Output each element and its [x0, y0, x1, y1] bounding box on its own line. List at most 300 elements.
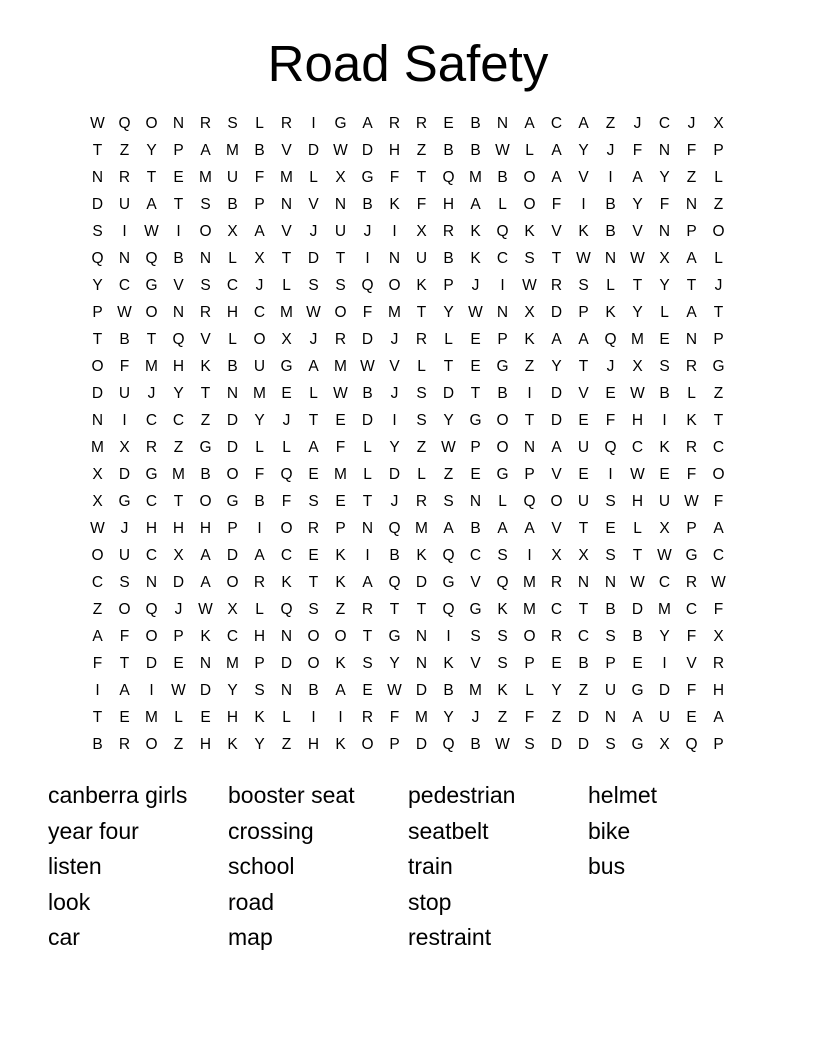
grid-letter: O	[199, 223, 212, 240]
grid-letter: A	[92, 628, 103, 645]
grid-letter: N	[172, 115, 185, 132]
grid-letter: W	[684, 493, 699, 510]
grid-letter: R	[280, 115, 293, 132]
grid-letter: E	[578, 466, 589, 483]
grid-letter: C	[145, 493, 158, 510]
grid-letter: O	[307, 628, 320, 645]
grid-letter: I	[527, 547, 532, 564]
grid-letter: E	[605, 385, 616, 402]
grid-letter: Q	[523, 493, 536, 510]
grid-letter: J	[363, 223, 372, 240]
grid-letter: I	[122, 412, 127, 429]
grid-letter: J	[390, 331, 399, 348]
grid-letter: Y	[389, 655, 400, 672]
grid-letter: Q	[442, 547, 455, 564]
grid-letter: L	[309, 169, 318, 186]
grid-letter: Z	[119, 142, 130, 159]
grid-letter: D	[415, 574, 428, 591]
grid-letter: R	[307, 520, 320, 537]
grid-letter: Q	[280, 466, 293, 483]
grid-letter: B	[119, 331, 130, 348]
grid-letter: S	[497, 655, 508, 672]
grid-letter: T	[632, 547, 643, 564]
grid-letter: O	[226, 574, 239, 591]
grid-letter: W	[495, 736, 510, 753]
grid-letter: Y	[173, 385, 184, 402]
grid-letter: T	[470, 385, 481, 402]
grid-letter: W	[576, 250, 591, 267]
grid-letter: M	[280, 304, 293, 321]
grid-row	[84, 167, 732, 194]
grid-letter: J	[471, 709, 480, 726]
grid-letter: Z	[713, 385, 724, 402]
grid-letter: Y	[659, 628, 670, 645]
grid-letter: T	[416, 304, 427, 321]
grid-letter: J	[309, 223, 318, 240]
grid-letter: M	[415, 520, 428, 537]
grid-letter: I	[392, 412, 397, 429]
grid-letter: W	[468, 304, 483, 321]
grid-letter: H	[226, 304, 239, 321]
word-list-item: restraint	[408, 924, 492, 951]
grid-letter: V	[551, 466, 562, 483]
grid-letter: T	[551, 250, 562, 267]
grid-letter: Q	[604, 439, 617, 456]
grid-letter: B	[605, 223, 616, 240]
grid-letter: X	[416, 223, 427, 240]
letter-grid	[84, 113, 732, 761]
grid-row	[84, 356, 732, 383]
grid-letter: S	[659, 358, 670, 375]
grid-row	[84, 626, 732, 653]
grid-letter: K	[470, 250, 481, 267]
grid-letter: B	[443, 142, 454, 159]
grid-letter: V	[686, 655, 697, 672]
grid-letter: Q	[118, 115, 131, 132]
grid-letter: G	[199, 439, 212, 456]
grid-letter: O	[145, 736, 158, 753]
grid-letter: P	[713, 331, 724, 348]
grid-letter: D	[361, 412, 374, 429]
grid-letter: V	[551, 223, 562, 240]
grid-letter: K	[578, 223, 589, 240]
grid-letter: M	[91, 439, 104, 456]
grid-letter: N	[118, 250, 131, 267]
grid-letter: A	[254, 547, 265, 564]
grid-letter: P	[578, 304, 589, 321]
grid-letter: G	[334, 115, 347, 132]
grid-letter: P	[713, 142, 724, 159]
grid-letter: B	[389, 547, 400, 564]
grid-letter: E	[470, 466, 481, 483]
grid-letter: S	[605, 736, 616, 753]
grid-letter: P	[227, 520, 238, 537]
grid-letter: U	[658, 709, 671, 726]
grid-letter: A	[551, 142, 562, 159]
grid-letter: Z	[416, 439, 427, 456]
grid-letter: A	[551, 169, 562, 186]
grid-letter: T	[335, 250, 346, 267]
grid-letter: H	[442, 196, 455, 213]
grid-letter: W	[198, 601, 213, 618]
grid-letter: Y	[443, 304, 454, 321]
grid-letter: Z	[605, 115, 616, 132]
grid-letter: W	[117, 304, 132, 321]
grid-letter: P	[335, 520, 346, 537]
grid-letter: R	[253, 574, 266, 591]
grid-letter: I	[311, 115, 316, 132]
grid-letter: N	[658, 142, 671, 159]
grid-letter: N	[388, 250, 401, 267]
grid-letter: L	[228, 331, 237, 348]
grid-letter: J	[390, 385, 399, 402]
grid-letter: T	[200, 385, 211, 402]
grid-letter: D	[199, 682, 212, 699]
grid-letter: D	[307, 250, 320, 267]
grid-letter: D	[361, 331, 374, 348]
grid-letter: O	[145, 628, 158, 645]
grid-letter: S	[362, 655, 373, 672]
grid-letter: C	[685, 601, 698, 618]
grid-letter: M	[334, 358, 347, 375]
word-list-item: school	[228, 853, 295, 880]
grid-letter: K	[227, 736, 238, 753]
grid-letter: H	[226, 709, 239, 726]
grid-letter: D	[415, 736, 428, 753]
grid-letter: T	[173, 196, 184, 213]
grid-letter: A	[524, 520, 535, 537]
grid-letter: S	[524, 250, 535, 267]
grid-letter: W	[711, 574, 726, 591]
grid-letter: P	[686, 520, 697, 537]
grid-letter: E	[470, 358, 481, 375]
grid-row	[84, 653, 732, 680]
grid-letter: N	[361, 520, 374, 537]
grid-row	[84, 113, 732, 140]
grid-letter: J	[174, 601, 183, 618]
grid-letter: V	[200, 331, 211, 348]
grid-letter: P	[389, 736, 400, 753]
grid-letter: Y	[146, 142, 157, 159]
grid-letter: N	[226, 385, 239, 402]
grid-letter: W	[333, 385, 348, 402]
grid-letter: R	[550, 574, 563, 591]
grid-letter: W	[90, 520, 105, 537]
grid-letter: E	[281, 385, 292, 402]
grid-letter: B	[470, 142, 481, 159]
grid-letter: M	[145, 358, 158, 375]
grid-letter: P	[524, 655, 535, 672]
grid-letter: X	[632, 358, 643, 375]
grid-letter: W	[306, 304, 321, 321]
grid-letter: S	[335, 277, 346, 294]
grid-letter: N	[577, 574, 590, 591]
grid-letter: J	[147, 385, 156, 402]
grid-letter: Y	[659, 277, 670, 294]
grid-letter: R	[685, 358, 698, 375]
grid-letter: S	[308, 601, 319, 618]
grid-letter: G	[469, 412, 482, 429]
grid-letter: H	[172, 520, 185, 537]
grid-letter: C	[658, 115, 671, 132]
grid-letter: Z	[335, 601, 346, 618]
grid-letter: R	[361, 709, 374, 726]
grid-letter: L	[444, 331, 453, 348]
grid-letter: C	[280, 547, 293, 564]
grid-letter: O	[226, 466, 239, 483]
grid-letter: V	[632, 223, 643, 240]
grid-letter: R	[199, 304, 212, 321]
grid-letter: M	[226, 655, 239, 672]
grid-letter: T	[281, 250, 292, 267]
grid-letter: C	[469, 547, 482, 564]
grid-letter: C	[550, 115, 563, 132]
grid-letter: B	[632, 628, 643, 645]
grid-letter: A	[632, 169, 643, 186]
grid-letter: S	[200, 196, 211, 213]
grid-letter: K	[497, 601, 508, 618]
grid-letter: R	[685, 439, 698, 456]
grid-letter: I	[446, 628, 451, 645]
grid-letter: X	[524, 304, 535, 321]
grid-letter: E	[173, 169, 184, 186]
grid-letter: L	[255, 439, 264, 456]
grid-letter: B	[443, 250, 454, 267]
grid-letter: J	[309, 331, 318, 348]
grid-row	[84, 302, 732, 329]
grid-letter: T	[389, 601, 400, 618]
grid-letter: N	[523, 439, 536, 456]
grid-row	[84, 329, 732, 356]
grid-letter: J	[282, 412, 291, 429]
grid-letter: F	[686, 142, 697, 159]
grid-row	[84, 248, 732, 275]
grid-letter: K	[200, 628, 211, 645]
grid-letter: N	[469, 493, 482, 510]
grid-letter: F	[362, 304, 373, 321]
grid-row	[84, 383, 732, 410]
grid-letter: I	[662, 655, 667, 672]
grid-letter: A	[308, 358, 319, 375]
grid-letter: D	[361, 142, 374, 159]
grid-letter: M	[280, 169, 293, 186]
grid-letter: I	[365, 250, 370, 267]
grid-letter: O	[307, 655, 320, 672]
grid-letter: T	[686, 277, 697, 294]
grid-letter: V	[470, 655, 481, 672]
grid-letter: L	[498, 196, 507, 213]
grid-letter: T	[308, 412, 319, 429]
grid-letter: Z	[173, 736, 184, 753]
grid-letter: D	[280, 655, 293, 672]
grid-letter: Z	[524, 358, 535, 375]
grid-letter: C	[496, 250, 509, 267]
grid-letter: S	[254, 682, 265, 699]
grid-letter: E	[200, 709, 211, 726]
grid-letter: F	[659, 196, 670, 213]
grid-letter: U	[334, 223, 347, 240]
grid-letter: D	[415, 682, 428, 699]
grid-letter: R	[334, 331, 347, 348]
grid-letter: C	[712, 547, 725, 564]
grid-letter: M	[388, 304, 401, 321]
grid-letter: Y	[578, 142, 589, 159]
grid-letter: Y	[443, 709, 454, 726]
grid-letter: E	[335, 493, 346, 510]
grid-letter: Y	[227, 682, 238, 699]
grid-letter: E	[659, 331, 670, 348]
grid-letter: O	[550, 493, 563, 510]
grid-letter: E	[686, 709, 697, 726]
grid-letter: O	[334, 304, 347, 321]
grid-letter: O	[91, 358, 104, 375]
grid-letter: K	[389, 196, 400, 213]
grid-letter: F	[92, 655, 103, 672]
grid-letter: L	[282, 709, 291, 726]
grid-letter: U	[577, 493, 590, 510]
grid-letter: H	[631, 412, 644, 429]
grid-letter: D	[91, 196, 104, 213]
grid-letter: N	[496, 304, 509, 321]
grid-letter: S	[578, 277, 589, 294]
grid-letter: S	[605, 628, 616, 645]
grid-letter: Y	[659, 169, 670, 186]
grid-letter: O	[712, 223, 725, 240]
grid-letter: Q	[145, 250, 158, 267]
grid-letter: L	[255, 115, 264, 132]
grid-letter: Q	[442, 601, 455, 618]
grid-letter: U	[415, 250, 428, 267]
grid-letter: R	[361, 601, 374, 618]
grid-letter: A	[578, 115, 589, 132]
grid-letter: S	[308, 493, 319, 510]
grid-letter: F	[686, 682, 697, 699]
word-list-item: helmet	[588, 782, 658, 808]
grid-letter: I	[95, 682, 100, 699]
grid-letter: A	[578, 331, 589, 348]
grid-letter: H	[253, 628, 266, 645]
grid-letter: L	[417, 466, 426, 483]
grid-letter: M	[253, 385, 266, 402]
grid-letter: Y	[632, 304, 643, 321]
grid-letter: A	[200, 547, 211, 564]
grid-letter: O	[523, 169, 536, 186]
grid-letter: M	[523, 601, 536, 618]
grid-letter: N	[172, 304, 185, 321]
grid-letter: P	[470, 439, 481, 456]
grid-letter: E	[659, 466, 670, 483]
grid-letter: O	[280, 520, 293, 537]
grid-letter: P	[254, 196, 265, 213]
grid-letter: G	[442, 574, 455, 591]
grid-letter: E	[335, 412, 346, 429]
grid-letter: B	[659, 385, 670, 402]
grid-letter: I	[581, 196, 586, 213]
word-list-item: look	[48, 888, 91, 915]
grid-letter: D	[91, 385, 104, 402]
grid-letter: D	[442, 385, 455, 402]
grid-letter: W	[171, 682, 186, 699]
grid-letter: N	[415, 628, 428, 645]
grid-letter: L	[525, 682, 534, 699]
grid-letter: D	[550, 412, 563, 429]
grid-letter: J	[120, 520, 129, 537]
grid-letter: E	[173, 655, 184, 672]
grid-row	[84, 194, 732, 221]
grid-letter: Q	[91, 250, 104, 267]
grid-letter: D	[577, 709, 590, 726]
grid-letter: D	[226, 412, 239, 429]
grid-letter: W	[441, 439, 456, 456]
grid-letter: L	[525, 142, 534, 159]
grid-letter: G	[388, 628, 401, 645]
grid-letter: L	[687, 385, 696, 402]
grid-letter: H	[172, 358, 185, 375]
grid-letter: T	[173, 493, 184, 510]
grid-letter: T	[308, 574, 319, 591]
grid-letter: R	[118, 169, 131, 186]
grid-letter: C	[145, 547, 158, 564]
grid-letter: A	[551, 331, 562, 348]
grid-letter: E	[308, 466, 319, 483]
grid-letter: G	[631, 736, 644, 753]
grid-letter: T	[443, 358, 454, 375]
grid-letter: P	[713, 736, 724, 753]
grid-letter: X	[281, 331, 292, 348]
grid-letter: J	[606, 358, 615, 375]
grid-letter: G	[361, 169, 374, 186]
grid-letter: L	[714, 169, 723, 186]
grid-letter: R	[685, 574, 698, 591]
grid-letter: V	[281, 142, 292, 159]
grid-letter: Z	[281, 736, 292, 753]
grid-letter: X	[713, 115, 724, 132]
grid-letter: D	[388, 466, 401, 483]
grid-letter: C	[253, 304, 266, 321]
grid-letter: E	[551, 655, 562, 672]
grid-letter: H	[199, 736, 212, 753]
grid-letter: A	[119, 682, 130, 699]
grid-letter: C	[145, 412, 158, 429]
grid-letter: J	[255, 277, 264, 294]
grid-letter: K	[659, 439, 670, 456]
grid-letter: S	[308, 277, 319, 294]
grid-letter: T	[146, 331, 157, 348]
grid-letter: Z	[92, 601, 103, 618]
grid-letter: F	[551, 196, 562, 213]
grid-letter: A	[713, 709, 724, 726]
grid-letter: G	[280, 358, 293, 375]
grid-letter: L	[363, 439, 372, 456]
grid-letter: C	[118, 277, 131, 294]
grid-letter: G	[145, 466, 158, 483]
grid-row	[84, 518, 732, 545]
word-list-item: seatbelt	[408, 817, 489, 844]
grid-letter: D	[172, 574, 185, 591]
grid-letter: Z	[200, 412, 211, 429]
grid-letter: X	[578, 547, 589, 564]
grid-letter: O	[118, 601, 131, 618]
grid-letter: B	[254, 142, 265, 159]
grid-letter: J	[606, 142, 615, 159]
grid-letter: V	[308, 196, 319, 213]
grid-letter: R	[442, 223, 455, 240]
grid-letter: G	[469, 601, 482, 618]
grid-letter: L	[606, 277, 615, 294]
grid-letter: I	[500, 277, 505, 294]
grid-letter: B	[308, 682, 319, 699]
grid-letter: F	[686, 466, 697, 483]
